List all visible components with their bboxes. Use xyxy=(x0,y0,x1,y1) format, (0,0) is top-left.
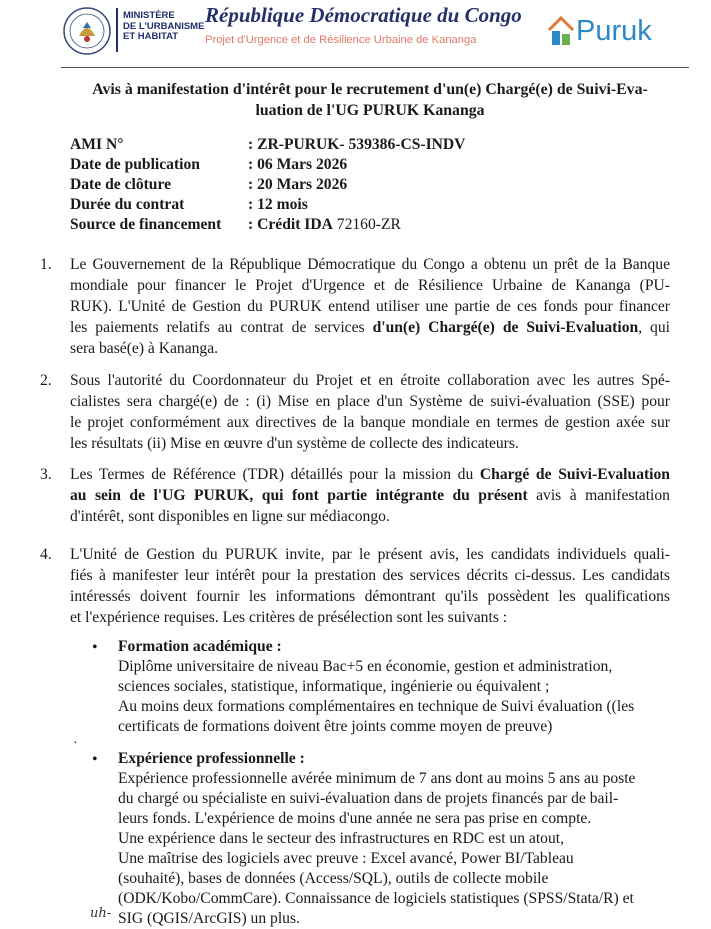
text-line: fiés à manifester leur intérêt pour la prestation des services décrits ci-dessus. Les candidats xyxy=(70,567,670,584)
text-line: les résultats (ii) Mise en œuvre d'un système de collecte des indicateurs. xyxy=(70,435,519,452)
text-line: leurs fonds. L'expérience de moins d'une année ne sera pas prise en compte. xyxy=(118,810,592,827)
detail-value xyxy=(248,215,401,235)
detail-value-plain: 72160-ZR xyxy=(332,216,401,233)
notice-title xyxy=(70,79,670,121)
criterion-formation xyxy=(118,637,673,737)
logo-text: Puruk xyxy=(576,15,652,47)
detail-label: AMI N° xyxy=(70,136,124,153)
title-line: luation de l'UG PURUK Kananga xyxy=(255,102,485,119)
ministry-line: DE L'URBANISME xyxy=(123,20,205,32)
text-line: Expérience professionnelle avérée minimum de 7 ans dont au moins 5 ans au poste xyxy=(118,770,636,787)
detail-label: Durée du contrat xyxy=(70,196,185,213)
text-line: et l'expérience requises. Les critères de présélection sont les suivants : xyxy=(70,609,508,626)
text-line: Une expérience dans le secteur des infrastructures en RDC est un atout, xyxy=(118,830,564,847)
detail-value-bold: : Crédit IDA xyxy=(248,216,333,233)
detail-label: Source de financement xyxy=(70,216,222,233)
text-segment: les paiements relatifs au contrat de services xyxy=(70,319,373,336)
text-line: sciences sociales, statistique, informatique, ingénierie ou équivalent ; xyxy=(118,678,550,695)
text-line xyxy=(70,317,670,338)
paragraph-2 xyxy=(70,370,670,454)
separator-mark: · xyxy=(73,736,78,751)
text-line: RUK). L'Unité de Gestion du PURUK entend utiliser une partie de ces fonds pour financer xyxy=(70,298,670,315)
ministry-line: MINISTÈRE xyxy=(123,10,175,21)
detail-value: : 20 Mars 2026 xyxy=(248,176,348,193)
paragraph-number: 1. xyxy=(40,256,52,273)
bold-segment: Chargé de Suivi-Evaluation xyxy=(479,466,670,483)
text-line: cialistes sera chargé(e) de : (i) Mise en place d'un Système de suivi-évaluation (SSE) pour xyxy=(70,393,670,410)
text-segment: avis à manifestation xyxy=(527,487,670,504)
criterion-experience xyxy=(118,749,673,929)
coat-of-arms-seal xyxy=(62,6,112,56)
text-line: (ODK/Kobo/CommCare). Connaissance de logiciels statistiques (SPSS/Stata/R) et xyxy=(118,890,634,907)
text-line: d'intérêt, sont disponibles en ligne sur médiacongo. xyxy=(70,508,390,525)
text-segment: , qui xyxy=(638,319,670,336)
puruk-house-icon xyxy=(546,12,576,50)
text-line: SIG (QGIS/ArcGIS) un plus. xyxy=(118,910,300,927)
text-line xyxy=(70,464,670,485)
puruk-logo xyxy=(546,12,686,52)
text-line: Au moins deux formations complémentaires en technique de Suivi évaluation ((les xyxy=(118,698,635,715)
detail-value: : 06 Mars 2026 xyxy=(248,156,348,173)
paragraph-4 xyxy=(70,544,670,628)
country-title: République Démocratique du Congo xyxy=(205,3,522,27)
text-line xyxy=(70,485,670,506)
bullet-marker: • xyxy=(92,639,98,656)
paragraph-3 xyxy=(70,464,670,527)
project-subtitle: Projet d'Urgence et de Résilience Urbaine de Kananga xyxy=(205,34,477,46)
text-line: le projet conformément aux directives de la banque mondiale en termes de gestion axée sur xyxy=(70,414,670,431)
detail-value: : 12 mois xyxy=(248,196,308,213)
text-line: (souhaité), bases de données (Access/SQL), outils de collecte mobile xyxy=(118,870,549,887)
text-line: Sous l'autorité du Coordonnateur du Projet et en étroite collaboration avec les autres Spé- xyxy=(70,372,670,389)
text-line: Une maîtrise des logiciels avec preuve : Excel avancé, Power BI/Tableau xyxy=(118,850,574,867)
criterion-heading: Formation académique : xyxy=(118,638,282,655)
text-line: intéressés doivent fournir les informations démontrant qu'ils possèdent les qualifications xyxy=(70,588,670,605)
paragraph-number: 4. xyxy=(40,546,52,563)
bullet-marker: • xyxy=(92,751,98,768)
ministry-divider xyxy=(116,8,118,52)
header-rule xyxy=(61,67,689,68)
text-line: sera basé(e) à Kananga. xyxy=(70,340,219,357)
ministry-line: ET HABITAT xyxy=(123,31,179,42)
handwritten-initials: uh- xyxy=(90,906,112,921)
detail-label: Date de clôture xyxy=(70,176,172,193)
text-line: certificats de formations doivent être joints comme moyen de preuve) xyxy=(118,718,553,735)
paragraph-number: 3. xyxy=(40,466,52,483)
detail-label: Date de publication xyxy=(70,156,200,173)
text-segment: Les Termes de Référence (TDR) détaillés pour la mission du xyxy=(70,466,480,483)
bold-segment: au sein de l'UG PURUK, qui font partie intégrante du présent xyxy=(70,487,528,504)
letterhead xyxy=(0,0,711,64)
text-line: du chargé ou spécialiste en suivi-évaluation dans de projets financés par de bail- xyxy=(118,790,619,807)
paragraph-number: 2. xyxy=(40,372,52,389)
title-line: Avis à manifestation d'intérêt pour le recrutement d'un(e) Chargé(e) de Suivi-Eva- xyxy=(92,81,648,98)
text-line: mondiale pour financer le Projet d'Urgence et de Résilience Urbaine de Kananga (PU- xyxy=(70,277,670,294)
paragraph-1 xyxy=(70,254,670,359)
detail-value: : ZR-PURUK- 539386-CS-INDV xyxy=(248,136,466,153)
bold-position-title: d'un(e) Chargé(e) de Suivi-Evaluation xyxy=(372,319,639,336)
ministry-name xyxy=(123,11,204,43)
text-line: Diplôme universitaire de niveau Bac+5 en économie, gestion et administration, xyxy=(118,658,613,675)
text-line: Le Gouvernement de la République Démocratique du Congo a obtenu un prêt de la Banque xyxy=(70,256,670,273)
criterion-heading: Expérience professionnelle : xyxy=(118,750,305,767)
text-line: L'Unité de Gestion du PURUK invite, par le présent avis, les candidats individuels quali- xyxy=(70,546,670,563)
